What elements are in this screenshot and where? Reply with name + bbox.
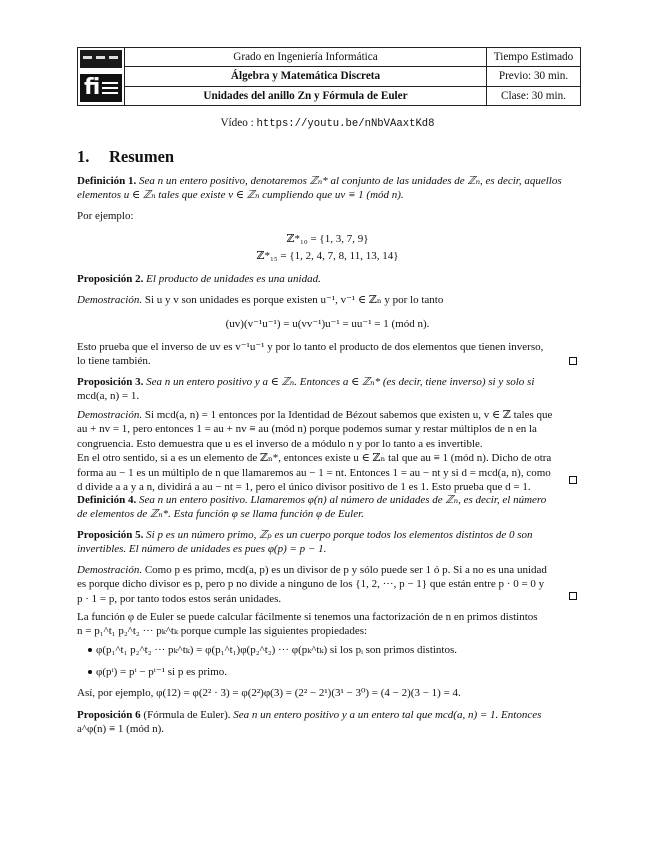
- qed-square-icon: [569, 357, 577, 365]
- section-title: Resumen: [109, 147, 175, 166]
- demonstration-3: Demostración. Si mcd(a, n) = 1 entonces por la Identidad de Bézout sabemos que existen u, v ∈ ℤ tales que au + nv = 1, pero entonces 1 = au + nv ≡ au (mód n) porque podemos sumar y restar múltiplos de n en la congruencia. Esto demuestra que u es el inverso de a módulo n y por lo tanto a es invertible. En el otro sentido, si a es un elemento de ℤₙ*, entonces existe u ∈ ℤₙ tal que au ≡ 1 (mód n). Dicho de otra forma au − 1 es un múltiplo de n que llamaremos au − 1 = nt. Entonces 1 = au − nt y si d = mcd(a, n), como d divide a a y a n, dividirá a au − nt = 1, pero el único divisor positivo de 1 es 1. Esto prueba que d = 1.: [77, 409, 553, 494]
- definition-4: Definición 4. Sea n un entero positivo. Llamaremos φ(n) al número de unidades de ℤₙ, es decir, el número de elementos de ℤₙ*. Esta función φ se llama función φ de Euler.: [77, 494, 547, 521]
- example-z10: ℤ*₁₀ = {1, 3, 7, 9}: [286, 233, 369, 245]
- video-link[interactable]: https://youtu.be/nNbVAaxtKd8: [256, 118, 435, 130]
- topic-title: Unidades del anillo Zn y Fórmula de Euler: [203, 89, 408, 102]
- demonstration-2-conclusion: Esto prueba que el inverso de uv es v⁻¹u⁻¹ y por lo tanto el producto de dos elementos que tienen inverso, lo tiene también.: [77, 341, 544, 368]
- euler-example: Así, por ejemplo, φ(12) = φ(2² · 3) = φ(2²)φ(3) = (2² − 2¹)(3¹ − 3⁰) = (4 − 2)(3 − 1) = 4.: [77, 687, 461, 699]
- property-multiplicative: φ(p₁^t₁ p₂^t₂ ··· pₖ^tₖ) = φ(p₁^t₁)φ(p₂^t₂) ··· φ(pₖ^tₖ) si los pᵢ son primos distintos.: [96, 643, 576, 657]
- proposition-6: Proposición 6 (Fórmula de Euler). Sea n un entero positivo y a un entero tal que mcd(a, n) = 1. Entonces a^φ(n) ≡ 1 (mód n).: [77, 709, 542, 736]
- demonstration-2-equation: (uv)(v⁻¹u⁻¹) = u(vv⁻¹)u⁻¹ = uu⁻¹ = 1 (mód n).: [225, 318, 430, 330]
- subject-name: Álgebra y Matemática Discreta: [125, 67, 486, 86]
- previo-time: Previo: 30 min.: [487, 67, 580, 86]
- qed-square-icon: [569, 592, 577, 600]
- proposition-5: Proposición 5. Si p es un número primo, ℤₚ es un cuerpo porque todos los elementos distintos de 0 son invertibles. El número de unidades es pues φ(p) = p − 1.: [77, 529, 533, 556]
- qed-square-icon: [569, 476, 577, 484]
- proposition-2: Proposición 2. El producto de unidades es una unidad.: [77, 273, 321, 285]
- video-label: Vídeo :: [220, 117, 257, 129]
- course-name: Grado en Ingeniería Informática: [125, 48, 486, 67]
- section-heading: [77, 147, 174, 167]
- euler-function-text: La función φ de Euler se puede calcular fácilmente si tenemos una factorización de n en primos distintos n = p₁^t₁ p₂^t₂ ··· pₖ^tₖ porque cumple las siguientes propiedades:: [77, 611, 538, 638]
- example-z15: ℤ*₁₅ = {1, 2, 4, 7, 8, 11, 13, 14}: [256, 250, 399, 262]
- time-label: Tiempo Estimado: [487, 48, 580, 67]
- section-number: 1.: [77, 147, 90, 166]
- example-intro: Por ejemplo:: [77, 210, 134, 222]
- property-prime-power: φ(pᵗ) = pᵗ − pᵗ⁻¹ si p es primo.: [96, 665, 576, 679]
- proposition-3: Proposición 3. Sea n un entero positivo y a ∈ ℤₙ. Entonces a ∈ ℤₙ* (es decir, tiene inverso) si y solo si mcd(a, n) = 1.: [77, 376, 535, 403]
- university-logo: fi: [78, 48, 125, 105]
- clase-time: Clase: 30 min.: [501, 89, 566, 102]
- demonstration-2: Demostración. Si u y v son unidades es porque existen u⁻¹, v⁻¹ ∈ ℤₙ y por lo tanto: [77, 294, 444, 306]
- header-table: [77, 47, 581, 106]
- definition-1: Definición 1. Sea n un entero positivo, denotaremos ℤₙ* al conjunto de las unidades de ℤₙ, es decir, aquellos elementos u ∈ ℤₙ tales que existe v ∈ ℤₙ cumpliendo que uv ≡ 1 (mód n).: [77, 175, 562, 202]
- demonstration-5: Demostración. Como p es primo, mcd(a, p) es un divisor de p y sólo puede ser 1 ó p. Si a no es una unidad es porque dicho divisor es p, pero p no divide a ninguno de los {1, 2, ···, p − 1} que están entre p · 0 = 0 y p · 1 = p, por tanto todos estos serán unidades.: [77, 564, 547, 605]
- video-line: [0, 117, 655, 130]
